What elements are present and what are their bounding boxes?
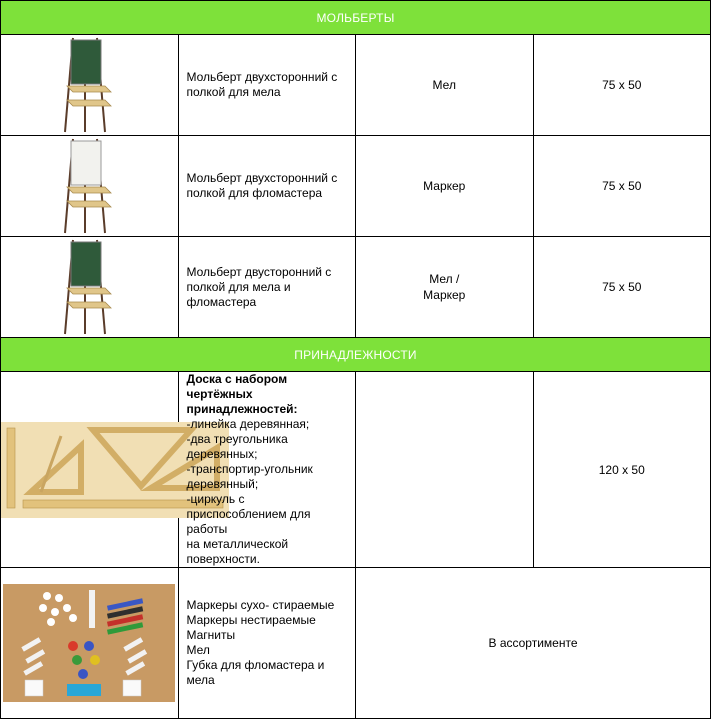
easel-type xyxy=(356,237,534,338)
drawing-set-image xyxy=(1,372,179,568)
list-item: Губка для фломастера и мела xyxy=(186,658,325,687)
list-item: Мел xyxy=(186,643,210,657)
drawing-set-size: 120 x 50 xyxy=(533,372,711,568)
list-item: на металлической поверхности. xyxy=(186,537,289,566)
section-title: МОЛЬБЕРТЫ xyxy=(316,10,395,25)
table-row xyxy=(1,136,711,237)
list-item: -линейка деревянная; xyxy=(186,417,310,431)
section-header-easels xyxy=(1,1,711,35)
easel-description: Мольберт двусторонний с полкой для мела и фломастера xyxy=(178,237,356,338)
easel-image xyxy=(1,136,179,237)
type-line: Маркер xyxy=(423,288,466,302)
drawing-set-description xyxy=(178,372,356,568)
list-item: -циркуль с приспособлением для работы xyxy=(186,492,311,536)
easel-size: 75 x 50 xyxy=(533,237,711,338)
markers-set-availability: В ассортименте xyxy=(356,568,711,719)
section-title: ПРИНАДЛЕЖНОСТИ xyxy=(294,347,417,362)
drawing-set-type xyxy=(356,372,534,568)
easel-type: Мел xyxy=(356,35,534,136)
drawing-set-title: принадлежностей: xyxy=(186,402,298,416)
easel-description: Мольберт двухсторонний с полкой для мела xyxy=(178,35,356,136)
easel-description: Мольберт двухсторонний с полкой для фломастера xyxy=(178,136,356,237)
markers-set-description xyxy=(178,568,356,719)
easel-image xyxy=(1,35,179,136)
table-row xyxy=(1,372,711,568)
list-item: Маркеры сухо- стираемые xyxy=(186,598,335,612)
cork-board-accessories-icon xyxy=(3,584,175,702)
easel-type: Маркер xyxy=(356,136,534,237)
drawing-set-title: Доска с набором чертёжных xyxy=(186,372,288,401)
easel-marker-icon xyxy=(59,137,119,235)
list-item: -транспортир-угольник деревянный; xyxy=(186,462,313,491)
list-item: Магниты xyxy=(186,628,236,642)
table-row xyxy=(1,35,711,136)
section-header-accessories xyxy=(1,338,711,372)
type-line: Мел / xyxy=(429,272,460,286)
easel-combo-icon xyxy=(59,238,119,336)
easel-chalk-icon xyxy=(59,36,119,134)
table-row xyxy=(1,568,711,719)
easel-size: 75 x 50 xyxy=(533,35,711,136)
table-row xyxy=(1,237,711,338)
list-item: -два треугольника деревянных; xyxy=(186,432,288,461)
easel-image xyxy=(1,237,179,338)
markers-set-image xyxy=(1,568,179,719)
list-item: Маркеры нестираемые xyxy=(186,613,316,627)
easel-size: 75 x 50 xyxy=(533,136,711,237)
